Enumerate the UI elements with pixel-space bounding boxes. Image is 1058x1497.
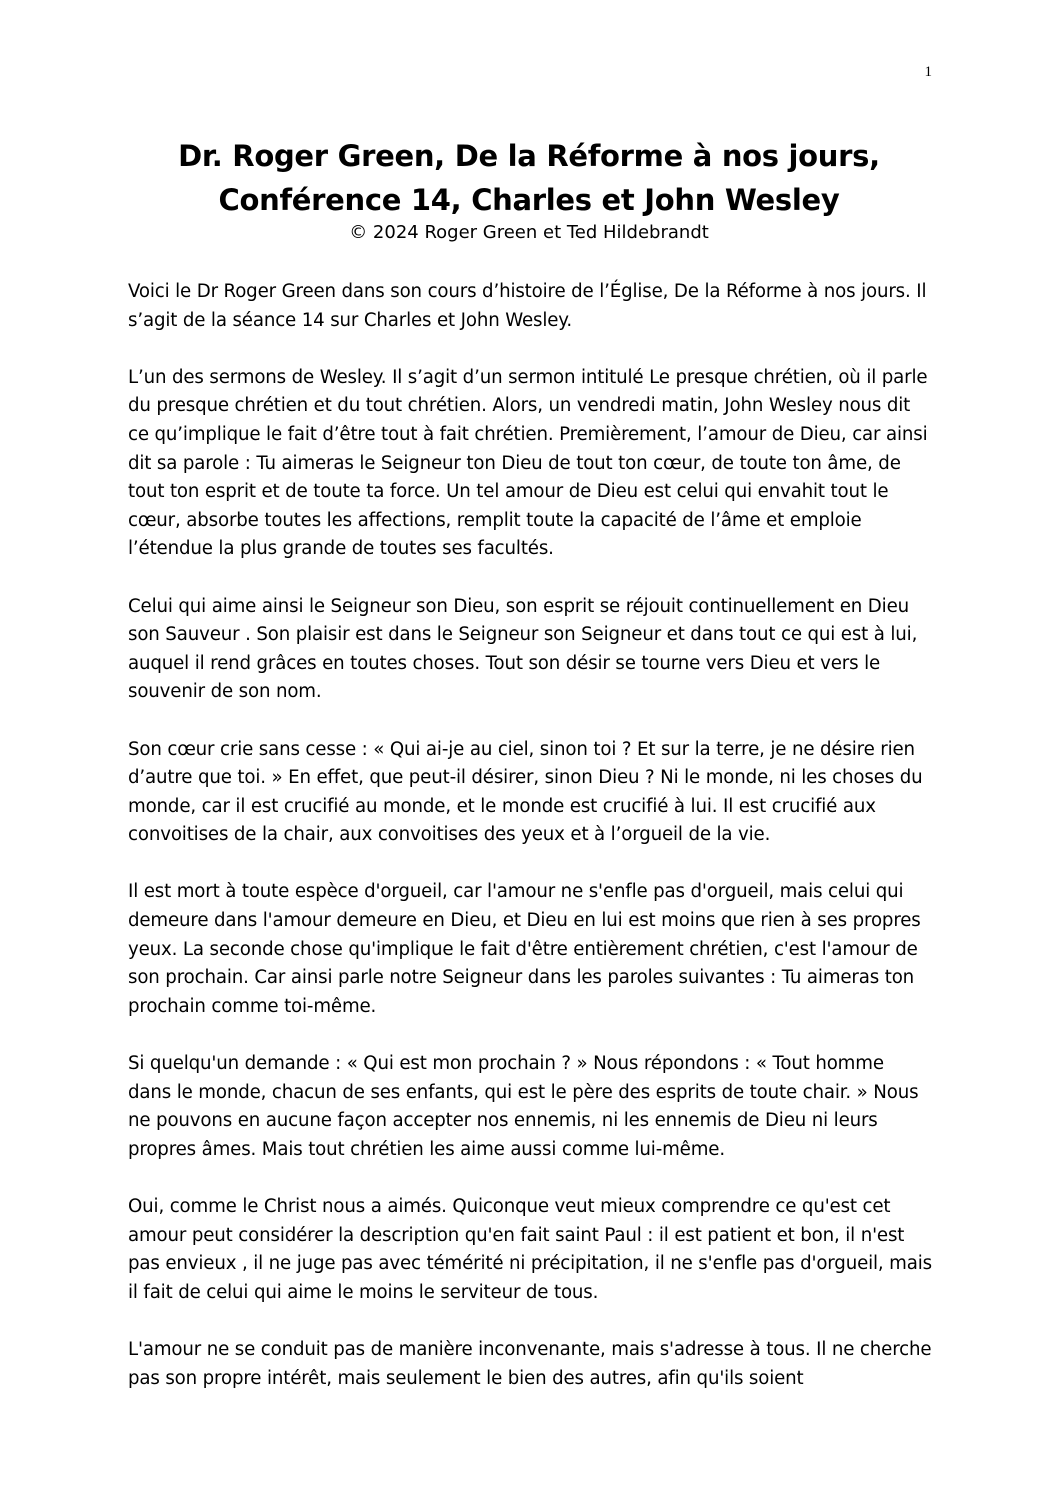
- title-line-1: Dr. Roger Green, De la Réforme à nos jours,: [178, 139, 880, 173]
- paragraph: Son cœur crie sans cesse : « Qui ai-je au ciel, sinon toi ? Et sur la terre, je ne désire rien d’autre que toi. » En effet, que peut-il désirer, sinon Dieu ? Ni le monde, ni les choses du monde, car il est crucifié au monde, et le monde est crucifié à lui. Il est crucifié aux convoitises de la chair, aux convoitises des yeux et à l’orgueil de la vie.: [128, 738, 923, 846]
- paragraph: Il est mort à toute espèce d'orgueil, car l'amour ne s'enfle pas d'orgueil, mais celui qui demeure dans l'amour demeure en Dieu, et Dieu en lui est moins que rien à ses propres yeux. La seconde chose qu'implique le fait d'être entièrement chrétien, c'est l'amour de son prochain. Car ainsi parle notre Seigneur dans les paroles suivantes : Tu aimeras ton prochain comme toi-même.: [128, 881, 921, 1017]
- document-title: [0, 134, 1058, 222]
- paragraph: Si quelqu'un demande : « Qui est mon prochain ? » Nous répondons : « Tout homme dans le monde, chacun de ses enfants, qui est le père des esprits de toute chair. » Nous ne pouvons en aucune façon accepter nos ennemis, ni les ennemis de Dieu ni leurs propres âmes. Mais tout chrétien les aime aussi comme lui-même.: [128, 1053, 919, 1160]
- paragraph: Oui, comme le Christ nous a aimés. Quiconque veut mieux comprendre ce qu'est cet amour peut considérer la description qu'en fait saint Paul : il est patient et bon, il n'est pas envieux , il ne juge pas avec témérité ni précipitation, il ne s'enfle pas d'orgueil, mais il fait de celui qui aime le moins le serviteur de tous.: [128, 1196, 932, 1303]
- paragraph: L'amour ne se conduit pas de manière inconvenante, mais s'adresse à tous. Il ne cherche pas son propre intérêt, mais seulement le bien des autres, afin qu'ils soient: [128, 1338, 932, 1389]
- page-number: 1: [924, 64, 932, 80]
- paragraph: Voici le Dr Roger Green dans son cours d’histoire de l’Église, De la Réforme à nos jours. Il s’agit de la séance 14 sur Charles et John Wesley.: [128, 281, 927, 331]
- paragraph: L’un des sermons de Wesley. Il s’agit d’un sermon intitulé Le presque chrétien, où il parle du presque chrétien et du tout chrétien. Alors, un vendredi matin, John Wesley nous dit ce qu’implique le fait d’être tout à fait chrétien. Premièrement, l’amour de Dieu, car ainsi dit sa parole : Tu aimeras le Seigneur ton Dieu de tout ton cœur, de toute ton âme, de tout ton esprit et de toute ta force. Un tel amour de Dieu est celui qui envahit tout le cœur, absorbe toutes les affections, remplit toute la capacité de l’âme et emploie l’étendue la plus grande de toutes ses facultés.: [128, 366, 928, 560]
- document-body: [128, 278, 932, 1422]
- copyright-line: © 2024 Roger Green et Ted Hildebrandt: [349, 222, 709, 243]
- paragraph: Celui qui aime ainsi le Seigneur son Dieu, son esprit se réjouit continuellement en Dieu son Sauveur . Son plaisir est dans le Seigneur son Seigneur et dans tout ce qui est à lui, auquel il rend grâces en toutes choses. Tout son désir se tourne vers Dieu et vers le souvenir de son nom.: [128, 595, 918, 703]
- title-line-2: Conférence 14, Charles et John Wesley: [218, 183, 840, 217]
